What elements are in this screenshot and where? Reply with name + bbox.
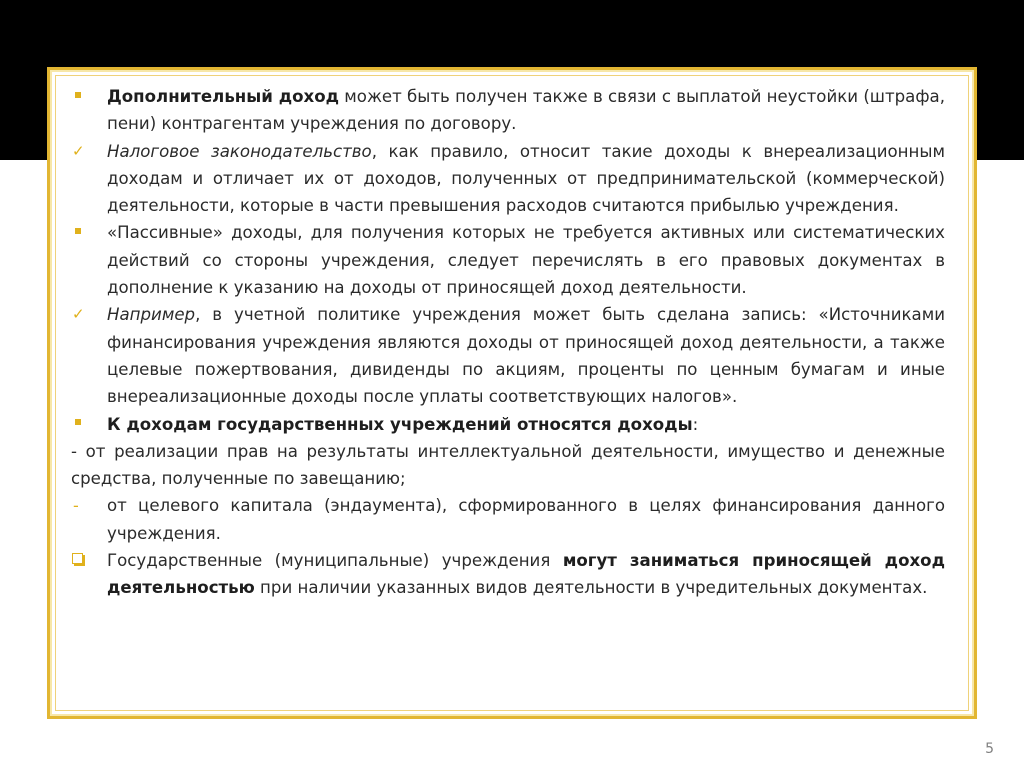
slide-body <box>71 83 945 602</box>
page-number: 5 <box>985 741 994 757</box>
paragraph-intellectual-property <box>71 438 945 493</box>
term-tax-law: Налоговое законодательство <box>107 141 372 161</box>
paragraph-additional-income <box>71 83 945 138</box>
paragraph-municipal-institutions <box>71 547 945 602</box>
paragraph-text: при наличии указанных видов деятельности в учредительных документах. <box>254 578 928 598</box>
dash-bullet-icon: - <box>73 496 79 516</box>
paragraph-text: : <box>692 414 699 434</box>
paragraph-text: , как правило, относит такие доходы к внереализационным доходам и отличает их от доходов, полученных от предпринимательской (коммерческой) деятельности, которые в части превышения расходов считаются прибылью учреждения. <box>107 141 945 216</box>
heading-state-income: К доходам государственных учреждений относятся доходы <box>107 414 693 434</box>
paragraph-endowment <box>71 492 945 547</box>
term-income-activity: могут заниматься приносящей доход деятельностью <box>107 551 945 598</box>
paragraph-tax-law <box>71 138 945 220</box>
paragraph-example <box>71 301 945 410</box>
checkbox-bullet-icon <box>71 547 101 574</box>
paragraph-text: может быть получен также в связи с выплатой неустойки (штрафа, пени) контрагентам учреждения по договору. <box>107 87 945 134</box>
paragraph-text: от целевого капитала (эндаумента), сформированного в целях финансирования данного учреждения. <box>107 496 945 543</box>
paragraph-text-before: Государственные (муниципальные) учреждения <box>107 551 563 571</box>
content-frame <box>47 67 977 719</box>
checkmark-bullet-icon: ✓ <box>72 141 85 160</box>
paragraph-state-income-heading <box>71 411 945 438</box>
term-example: Например <box>107 305 196 325</box>
paragraph-text: - от реализации прав на результаты интеллектуальной деятельности, имущество и денежные средства, полученные по завещанию; <box>71 441 945 489</box>
square-bullet-icon <box>71 83 101 110</box>
paragraph-text: , в учетной политике учреждения может быть сделана запись: «Источниками финансирования учреждения являются доходы от приносящей доход деятельности, а также целевые пожертвования, дивиденды по акциям, проценты по ценным бумагам и иные внереализационные доходы после уплаты соответствующих налогов». <box>107 305 945 407</box>
square-bullet-icon <box>71 219 101 246</box>
term-additional-income: Дополнительный доход <box>107 87 339 106</box>
paragraph-text: «Пассивные» доходы, для получения которых не требуется активных или систематических действий со стороны учреждения, следует перечислять в его правовых документах в дополнение к указанию на доходы от приносящей доход деятельности. <box>107 223 945 298</box>
square-bullet-icon <box>71 411 101 438</box>
checkmark-bullet-icon: ✓ <box>72 305 85 324</box>
paragraph-passive-income <box>71 219 945 301</box>
